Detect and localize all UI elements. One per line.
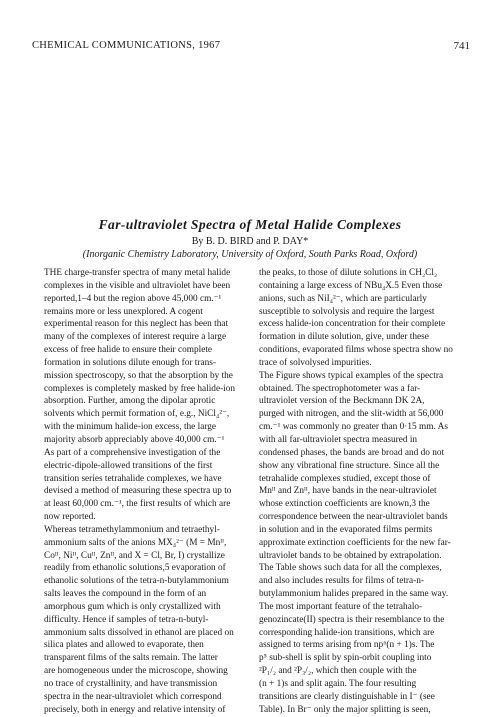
text-line: Coᴵᴵ, Niᴵᴵ, Cuᴵᴵ, Znᴵᴵ, and X = Cl, Br, I) crystallize [44, 550, 225, 561]
text-line: ammonium salts of the anions MX₄²⁻ (M = Mnᴵᴵ, [44, 537, 227, 548]
text-line: Whereas tetramethylammonium and tetraethyl- [44, 524, 220, 535]
text-line: complexes in the visible and ultraviolet have been [44, 280, 231, 291]
text-line: amorphous gum which is only crystallized with [44, 601, 221, 612]
text-line: transitions are clearly distinguishable in I⁻ (see [259, 691, 435, 702]
text-line: many of the complexes of interest require a large [44, 332, 227, 343]
text-line: precisely, both in energy and relative intensity of [44, 704, 226, 715]
text-line: tetrahalide complexes studied, except those of [259, 473, 431, 484]
text-line: show any vibrational fine structure. Since all the [259, 460, 440, 471]
text-line: reported,1–4 but the region above 45,000 cm.⁻¹ [44, 293, 222, 304]
text-line: excess of free halide to ensure their complete [44, 345, 213, 356]
text-line: susceptible to solvolysis and require the largest [259, 306, 435, 317]
text-line: transition series tetrahalide complexes, we have [44, 473, 222, 484]
text-line: obtained. The spectrophotometer was a far- [259, 383, 421, 394]
paragraph [32, 267, 238, 717]
text-line: purged with nitrogen, and the slit-width at 56,000 [259, 409, 444, 420]
text-line: conditions, evaporated films whose spectra show no [259, 345, 453, 356]
text-line: condensed phases, the bands are broad and do not [259, 447, 445, 458]
text-line: formation in solutions dilute enough for trans- [44, 357, 216, 368]
text-line: remains more or less unexplored. A cogent [44, 306, 203, 317]
text-line: Table). In Br⁻ only the major splitting is seen, [259, 704, 431, 715]
text-line: p⁵ sub-shell is split by spin-orbit coupling into [259, 653, 432, 664]
page-number: 741 [453, 40, 470, 52]
paragraph [259, 267, 465, 717]
text-line: are homogeneous under the microscope, showing [44, 666, 228, 677]
text-line: ultraviolet version of the Beckmann DK 2A, [259, 396, 425, 407]
text-line: majority absorb appreciably above 40,000 cm.⁻¹ [44, 434, 225, 445]
text-line: correspondence between the near-ultraviolet bands [259, 512, 448, 523]
right-column [259, 267, 465, 717]
text-line: now reported. [44, 512, 96, 523]
text-line: ammonium salts dissolved in ethanol are placed on [44, 627, 234, 638]
text-line: genozincate(II) spectra is their resemblance to the [259, 614, 445, 625]
text-line: containing a large excess of NBu₄X.5 Even those [259, 280, 443, 291]
article-affiliation: (Inorganic Chemistry Laboratory, University of Oxford, South Parks Road, Oxford) [82, 249, 418, 260]
text-line: ethanolic solutions of the tetra-n-butylammonium [44, 576, 229, 587]
text-line: salts leaves the compound in the form of an [44, 589, 207, 600]
text-line: assigned to terms arising from np⁶(n + 1)s. The [259, 640, 435, 651]
text-line: and also includes results for films of tetra-n- [259, 576, 424, 587]
text-line: The Figure shows typical examples of the spectra [259, 370, 444, 381]
text-line: devised a method of measuring these spectra up to [44, 486, 232, 497]
text-line: trace of solvolysed impurities. [259, 357, 372, 368]
journal-name: CHEMICAL COMMUNICATIONS, 1967 [32, 40, 221, 51]
text-line: ultraviolet bands to be obtained by extrapolation. [259, 550, 442, 561]
text-line: with the minimum halide-ion excess, the large [44, 422, 217, 433]
left-column [32, 267, 238, 717]
text-line: The Table shows such data for all the complexes, [259, 563, 442, 574]
text-line: experimental reason for this neglect has been that [44, 319, 229, 330]
text-line: approximate extinction coefficients for the new far- [259, 537, 451, 548]
text-line: complexes is completely masked by free halide-ion [44, 383, 236, 394]
text-line: butylammonium halides prepared in the same way. [259, 589, 449, 600]
text-line: no trace of crystallinity, and have transmission [44, 679, 218, 689]
text-line: readily from ethanolic solutions,5 evaporation of [44, 563, 226, 574]
text-line: excess halide-ion concentration for their complete [259, 319, 446, 330]
text-line: Mnᴵᴵ and Znᴵᴵ, have bands in the near-ultraviolet [259, 486, 437, 497]
text-line: cm.⁻¹ was commonly no greater than 0·15 mm. As [259, 422, 448, 433]
text-line: anions, such as NiI₄²⁻, which are particularly [259, 293, 427, 304]
text-line: formation in dilute solution, give, under these [259, 332, 429, 343]
text-line: the peaks, to those of dilute solutions in CH₂Cl₂ [259, 268, 438, 278]
text-line: solvents which permit formation of, e.g., NiCl₄²⁻, [44, 409, 230, 420]
text-line: silica plates and allowed to evaporate, then [44, 640, 204, 651]
text-line: (n + 1)s and split again. The four resulting [259, 679, 417, 689]
text-line: with all far-ultraviolet spectra measured in [259, 434, 418, 445]
text-line: corresponding halide-ion transitions, which are [259, 627, 435, 638]
text-line: difficulty. Hence if samples of tetra-n-butyl- [44, 614, 209, 625]
text-line: THE charge-transfer spectra of many metal halide [44, 268, 231, 278]
article-authors: By B. D. BIRD and P. DAY* [191, 236, 309, 247]
text-line: at least 60,000 cm.⁻¹, the first results of which are [44, 499, 231, 510]
text-line: whose extinction coefficients are known,3 the [259, 499, 430, 510]
text-line: transparent films of the salts remain. The latter [44, 653, 218, 664]
text-line: The most important feature of the tetrahalo- [259, 601, 423, 612]
article-title: Far-ultraviolet Spectra of Metal Halide Complexes [98, 217, 402, 232]
text-line: ²P₁/₂ and ²P₃/₂, which then couple with the [259, 666, 417, 677]
text-line: mission spectroscopy, so that the absorption by the [44, 370, 233, 381]
text-line: absorption. Further, among the dipolar aprotic [44, 396, 216, 407]
text-line: in solution and in the evaporated films permits [259, 524, 433, 535]
text-line: As part of a comprehensive investigation of the [44, 447, 221, 458]
text-line: spectra in the near-ultraviolet which correspond [44, 691, 222, 702]
text-line: electric-dipole-allowed transitions of the first [44, 460, 213, 471]
